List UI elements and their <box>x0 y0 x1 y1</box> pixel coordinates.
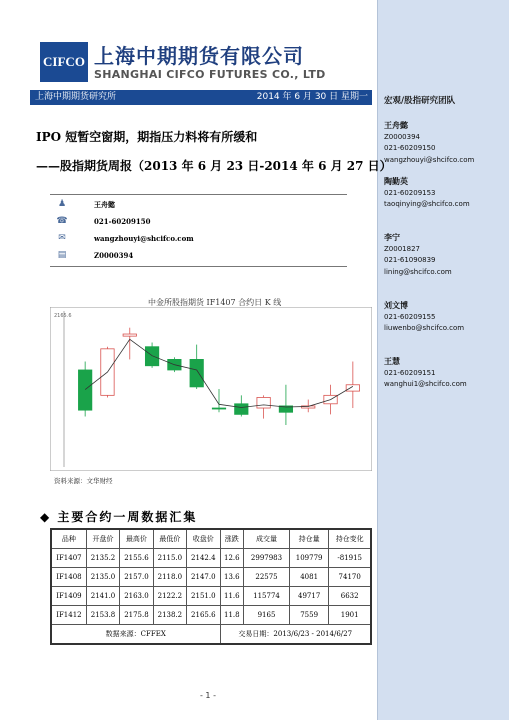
table-row <box>51 587 371 606</box>
column-header: 最高价 <box>120 529 153 549</box>
table-cell: 49717 <box>289 587 328 606</box>
column-header: 最低价 <box>153 529 186 549</box>
table-cell: 22575 <box>244 568 290 587</box>
table-cell: 1901 <box>329 606 371 625</box>
table-cell: 2997983 <box>244 549 290 568</box>
contact-email[interactable]: taoqinying@shcifco.com <box>384 200 470 208</box>
author-cert: Z0000394 <box>94 251 134 260</box>
author-phone-row <box>50 214 347 229</box>
table-cell: 11.8 <box>220 606 244 625</box>
table-cell: 2147.0 <box>187 568 220 587</box>
company-name-en: SHANGHAI CIFCO FUTURES CO., LTD <box>94 68 326 81</box>
table-cell: -81915 <box>329 549 371 568</box>
candle-body <box>145 347 158 366</box>
contact-name: 陶勤英 <box>384 177 408 186</box>
table-cell: 2118.0 <box>153 568 186 587</box>
table-cell: 2122.2 <box>153 587 186 606</box>
summary-heading-text: 主要合约一周数据汇集 <box>57 510 198 524</box>
candle-body <box>190 359 203 386</box>
contact-card <box>384 300 464 335</box>
chart-source: 资料来源：文华财经 <box>54 477 113 485</box>
institute-name: 上海中期期货研究所 <box>35 92 117 102</box>
contact-name: 王舟懿 <box>384 121 408 130</box>
table-cell: 74170 <box>329 568 371 587</box>
author-email[interactable]: wangzhouyi@shcifco.com <box>94 234 194 243</box>
table-cell: 2163.0 <box>120 587 153 606</box>
table-cell: 11.6 <box>220 587 244 606</box>
report-subtitle: ——股指期货周报（2013 年 6 月 23 日-2014 年 6 月 27 日） <box>36 159 392 173</box>
certificate-icon: ▤ <box>57 250 67 260</box>
table-cell: 2141.0 <box>86 587 119 606</box>
candle-body <box>346 385 359 391</box>
table-cell: 109779 <box>289 549 328 568</box>
author-phone: 021-60209150 <box>94 217 151 226</box>
table-cell: 2115.0 <box>153 549 186 568</box>
table-cell: 2155.6 <box>120 549 153 568</box>
column-header: 品种 <box>51 529 86 549</box>
table-row <box>51 549 371 568</box>
summary-heading <box>40 508 197 525</box>
kline-chart <box>50 307 372 471</box>
table-footer-date: 交易日期：2013/6/23 - 2014/6/27 <box>220 625 371 645</box>
contact-name: 刘文博 <box>384 301 408 310</box>
column-header: 持仓量 <box>289 529 328 549</box>
table-cell: 2165.6 <box>187 606 220 625</box>
contact-name: 王慧 <box>384 357 400 366</box>
table-cell: IF1409 <box>51 587 86 606</box>
table-cell: 9165 <box>244 606 290 625</box>
table-cell: IF1412 <box>51 606 86 625</box>
contact-email[interactable]: wanghui1@shcifco.com <box>384 380 467 388</box>
report-date: 2014 年 6 月 30 日 星期一 <box>256 92 368 102</box>
candle-body <box>212 408 225 409</box>
person-icon: ♟ <box>57 199 67 209</box>
email-icon: ✉ <box>58 233 66 243</box>
contact-id: Z0001827 <box>384 244 420 253</box>
table-row <box>51 568 371 587</box>
contact-card <box>384 120 474 166</box>
contact-card <box>384 176 470 211</box>
chart-frame <box>50 307 372 471</box>
author-info <box>50 194 347 267</box>
page-number: - 1 - <box>200 691 216 700</box>
contact-phone: 021-61090839 <box>384 256 436 264</box>
table-header-row <box>51 529 371 549</box>
author-cert-row <box>50 248 347 263</box>
table-cell: 7559 <box>289 606 328 625</box>
table-cell: 13.6 <box>220 568 244 587</box>
contact-id: Z0000394 <box>384 132 420 141</box>
table-cell: 2175.8 <box>120 606 153 625</box>
candle-body <box>78 370 91 410</box>
contact-card <box>384 232 452 278</box>
table-cell: 4081 <box>289 568 328 587</box>
column-header: 涨跌 <box>220 529 244 549</box>
report-title: IPO 短暂空窗期，期指压力料将有所缓和 <box>36 130 258 144</box>
contact-phone: 021-60209155 <box>384 312 436 321</box>
contact-card <box>384 356 467 391</box>
table-cell: 6632 <box>329 587 371 606</box>
table-cell: 2138.2 <box>153 606 186 625</box>
kline-chart-svg <box>50 307 372 471</box>
contact-email[interactable]: wangzhouyi@shcifco.com <box>384 155 475 164</box>
table-cell: 2142.4 <box>187 549 220 568</box>
table-cell: 2135.2 <box>86 549 119 568</box>
table-cell: 2135.0 <box>86 568 119 587</box>
summary-table <box>50 528 372 645</box>
team-title: 宏观/股指研究团队 <box>384 96 456 106</box>
contact-email[interactable]: liuwenbo@shcifco.com <box>384 324 465 332</box>
column-header: 成交量 <box>244 529 290 549</box>
chart-caption: 中金所股指期货 IF1407 合约日 K 线 <box>148 298 282 307</box>
table-cell: IF1408 <box>51 568 86 587</box>
contact-phone: 021-60209153 <box>384 188 436 197</box>
team-sidebar <box>377 0 509 720</box>
company-name-cn: 上海中期期货有限公司 <box>94 44 304 68</box>
table-footer-source: 数据来源：CFFEX <box>51 625 220 645</box>
contact-phone: 021-60209151 <box>384 368 436 377</box>
table-cell: 2153.8 <box>86 606 119 625</box>
column-header: 持仓变化 <box>329 529 371 549</box>
candle-body <box>123 334 136 336</box>
candle-body <box>235 404 248 415</box>
column-header: 收盘价 <box>187 529 220 549</box>
table-row <box>51 606 371 625</box>
author-name: 王舟懿 <box>94 201 115 209</box>
company-logo: CIFCO <box>40 42 88 82</box>
table-cell: 12.6 <box>220 549 244 568</box>
diamond-bullet-icon: ◆ <box>40 510 52 524</box>
table-cell: 115774 <box>244 587 290 606</box>
author-email-row <box>50 231 347 246</box>
author-name-row <box>50 197 347 212</box>
table-cell: 2151.0 <box>187 587 220 606</box>
phone-icon: ☎ <box>56 216 68 226</box>
table-cell: 2157.0 <box>120 568 153 587</box>
header-bar <box>30 90 372 105</box>
contact-name: 李宁 <box>384 233 400 242</box>
table-cell: IF1407 <box>51 549 86 568</box>
contact-email[interactable]: lining@shcifco.com <box>384 267 452 276</box>
candle-body <box>257 397 270 408</box>
table-footer-row <box>51 625 371 645</box>
contact-phone: 021-60209150 <box>384 144 436 152</box>
column-header: 开盘价 <box>86 529 119 549</box>
y-axis-mark: 2165.6 <box>54 313 72 319</box>
